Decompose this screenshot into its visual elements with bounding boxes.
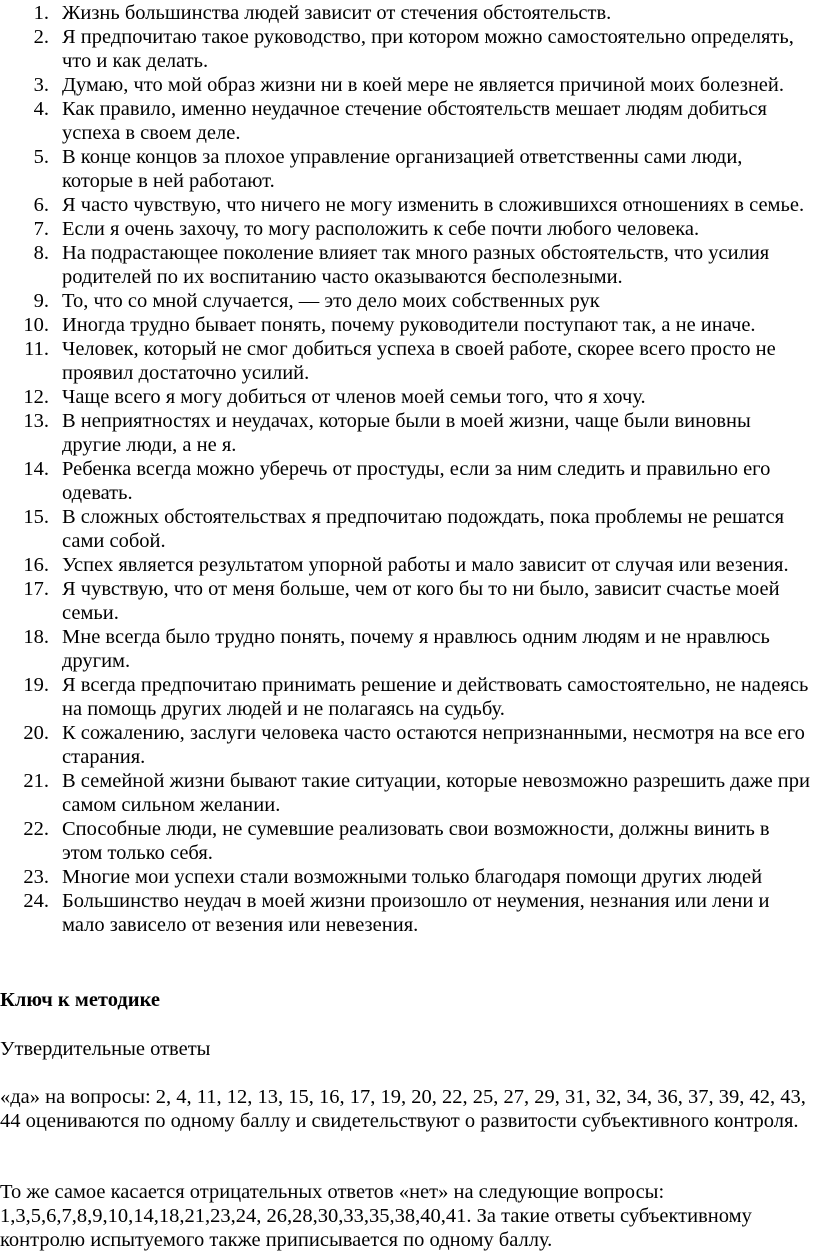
question-text: К сожалению, заслуги человека часто остаются непризнанными, несмотря на все его старания. [62, 722, 805, 768]
question-item [0, 217, 816, 241]
question-text: В конце концов за плохое управление организацией ответственны сами люди, которые в ней работают. [62, 146, 743, 192]
question-text: В сложных обстоятельствах я предпочитаю подождать, пока проблемы не решатся сами собой. [62, 506, 785, 552]
question-item [0, 505, 816, 553]
question-text: Я часто чувствую, что ничего не могу изменить в сложившихся отношениях в семье. [62, 194, 805, 216]
question-number: 13. [23, 410, 49, 432]
question-item [0, 73, 816, 97]
question-item [0, 577, 816, 625]
question-number: 15. [23, 506, 49, 528]
question-text: Способные люди, не сумевшие реализовать свои возможности, должны винить в этом только себя. [62, 818, 770, 864]
question-number: 7. [33, 218, 49, 240]
question-text: В семейной жизни бывают такие ситуации, которые невозможно разрешить даже при самом сильном желании. [62, 770, 810, 816]
question-number: 19. [23, 674, 49, 696]
question-number: 18. [23, 626, 49, 648]
question-number: 21. [23, 770, 49, 792]
question-text: Большинство неудач в моей жизни произошло от неумения, незнания или лени и мало зависело от везения или невезения. [62, 890, 770, 936]
question-number: 17. [23, 578, 49, 600]
question-item [0, 289, 816, 313]
negative-text: То же самое касается отрицательных ответов «нет» на следующие вопросы: 1,3,5,6,7,8,9,10,14,18,21,23,24, 26,28,30,33,35,38,40,41. За такие ответы субъективному контролю испытуемого также приписывается по одному баллу. [0, 1181, 752, 1251]
question-number: 2. [33, 26, 49, 48]
question-text: Многие мои успехи стали возможными только благодаря помощи других людей [62, 866, 763, 888]
question-number: 12. [23, 386, 49, 408]
question-item [0, 865, 816, 889]
question-number: 8. [33, 242, 49, 264]
affirmative-heading: Утвердительные ответы [0, 1038, 211, 1060]
question-number: 4. [33, 98, 49, 120]
question-number: 14. [23, 458, 49, 480]
question-number: 9. [33, 290, 49, 312]
question-text: Я всегда предпочитаю принимать решение и действовать самостоятельно, не надеясь на помощь других людей и не полагаясь на судьбу. [62, 674, 809, 720]
questionnaire-list [0, 1, 816, 937]
question-item [0, 625, 816, 673]
question-number: 10. [23, 314, 49, 336]
question-number: 5. [33, 146, 49, 168]
key-title: Ключ к методике [0, 989, 160, 1011]
question-item [0, 193, 816, 217]
question-item [0, 553, 816, 577]
question-number: 11. [24, 338, 49, 360]
question-text: Я предпочитаю такое руководство, при котором можно самостоятельно определять, что и как делать. [62, 26, 794, 72]
question-number: 16. [23, 554, 49, 576]
question-item [0, 97, 816, 145]
question-item [0, 337, 816, 385]
question-text: То, что со мной случается, — это дело моих собственных рук [62, 290, 600, 312]
question-text: Если я очень захочу, то могу расположить к себе почти любого человека. [62, 218, 700, 240]
question-item [0, 409, 816, 457]
question-number: 22. [23, 818, 49, 840]
question-item [0, 313, 816, 337]
question-number: 1. [33, 2, 49, 24]
affirmative-text: «да» на вопросы: 2, 4, 11, 12, 13, 15, 16, 17, 19, 20, 22, 25, 27, 29, 31, 32, 34, 36, 37, 39, 42, 43, 44 оцениваются по одному баллу и свидетельствуют о развитости субъективного контроля. [0, 1086, 806, 1132]
question-text: Успех является результатом упорной работы и мало зависит от случая или везения. [62, 554, 789, 576]
question-text: Думаю, что мой образ жизни ни в коей мере не является причиной моих болезней. [62, 74, 784, 96]
question-item [0, 385, 816, 409]
question-number: 23. [23, 866, 49, 888]
question-item [0, 889, 816, 937]
question-text: Иногда трудно бывает понять, почему руководители поступают так, а не иначе. [62, 314, 756, 336]
question-item [0, 769, 816, 817]
question-number: 6. [33, 194, 49, 216]
question-text: Мне всегда было трудно понять, почему я нравлюсь одним людям и не нравлюсь другим. [62, 626, 770, 672]
question-item [0, 1, 816, 25]
question-item [0, 145, 816, 193]
question-text: Я чувствую, что от меня больше, чем от кого бы то ни было, зависит счастье моей семьи. [62, 578, 780, 624]
question-text: Чаще всего я могу добиться от членов моей семьи того, что я хочу. [62, 386, 646, 408]
question-item [0, 241, 816, 289]
question-item [0, 721, 816, 769]
question-item [0, 25, 816, 73]
question-text: Человек, который не смог добиться успеха в своей работе, скорее всего просто не проявил достаточно усилий. [62, 338, 776, 384]
question-number: 3. [33, 74, 49, 96]
question-item [0, 457, 816, 505]
question-text: Ребенка всегда можно уберечь от простуды, если за ним следить и правильно его одевать. [62, 458, 771, 504]
question-text: На подрастающее поколение влияет так много разных обстоятельств, что усилия родителей по их воспитанию часто оказываются бесполезными. [62, 242, 770, 288]
question-text: Жизнь большинства людей зависит от стечения обстоятельств. [62, 2, 612, 24]
question-number: 24. [23, 890, 49, 912]
question-number: 20. [23, 722, 49, 744]
question-item [0, 817, 816, 865]
question-item [0, 673, 816, 721]
question-text: Как правило, именно неудачное стечение обстоятельств мешает людям добиться успеха в своем деле. [62, 98, 767, 144]
question-text: В неприятностях и неудачах, которые были в моей жизни, чаще были виновны другие люди, а не я. [62, 410, 751, 456]
